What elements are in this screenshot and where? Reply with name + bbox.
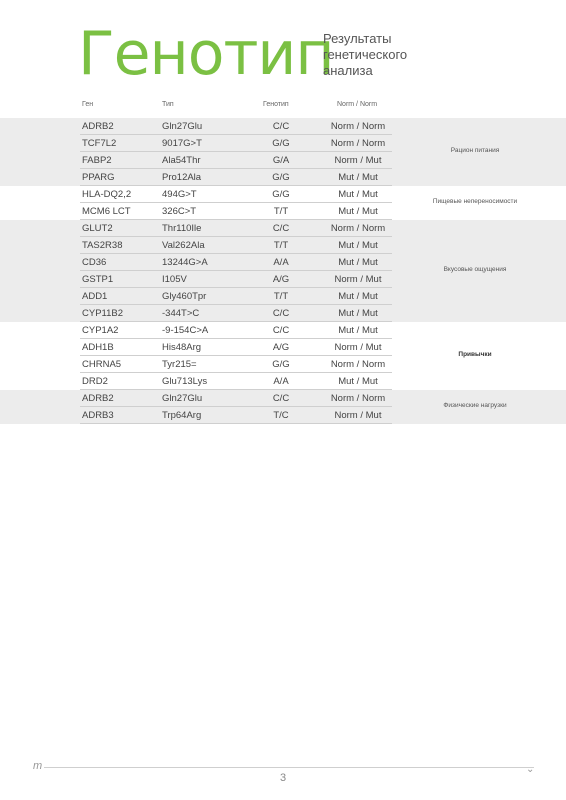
section-label: Вкусовые ощущения: [443, 266, 507, 273]
gene-cell: TCF7L2: [82, 138, 117, 149]
gene-cell: GLUT2: [82, 223, 113, 234]
type-cell: Tyr215=: [162, 359, 197, 370]
table-row: [0, 186, 566, 203]
section-label: Физические нагрузки: [443, 402, 507, 409]
type-cell: Glu713Lys: [162, 376, 208, 387]
result-cell: Norm / Norm: [330, 138, 386, 149]
gene-cell: GSTP1: [82, 274, 114, 285]
gene-cell: HLA-DQ2,2: [82, 189, 132, 200]
column-header-gene: Ген: [82, 101, 94, 108]
table-row: [0, 220, 566, 237]
table-row: [0, 118, 566, 135]
gene-cell: FABP2: [82, 155, 112, 166]
genotype-cell: A/A: [273, 257, 289, 268]
type-cell: Pro12Ala: [162, 172, 202, 183]
footer-divider: [44, 767, 534, 768]
column-header-type: Тип: [162, 101, 174, 108]
gene-cell: TAS2R38: [82, 240, 123, 251]
result-cell: Norm / Norm: [330, 359, 386, 370]
gene-cell: CYP11B2: [82, 308, 124, 319]
type-cell: Gly460Tpr: [162, 291, 207, 302]
gene-cell: ADH1B: [82, 342, 114, 353]
column-header-genotype: Генотип: [263, 101, 289, 108]
result-cell: Norm / Norm: [330, 223, 386, 234]
table-row: [0, 288, 566, 305]
gene-cell: ADRB2: [82, 121, 114, 132]
result-cell: Mut / Mut: [338, 189, 378, 200]
gene-cell: CHRNA5: [82, 359, 122, 370]
genotype-cell: G/A: [272, 155, 290, 166]
type-cell: I105V: [162, 274, 187, 285]
page-number: 3: [279, 772, 287, 784]
gene-cell: PPARG: [82, 172, 115, 183]
gene-cell: CD36: [82, 257, 107, 268]
result-cell: Norm / Norm: [330, 393, 386, 404]
result-cell: Mut / Mut: [338, 308, 378, 319]
result-cell: Mut / Mut: [338, 172, 378, 183]
column-header-result: Norm / Norm: [337, 101, 378, 108]
gene-cell: MCM6 LCT: [82, 206, 131, 217]
result-cell: Mut / Mut: [338, 291, 378, 302]
subtitle-line: Результаты: [323, 31, 392, 46]
gene-cell: CYP1A2: [82, 325, 119, 336]
table-row: [0, 305, 566, 322]
subtitle-line: анализа: [323, 63, 373, 78]
row-divider: [80, 423, 392, 424]
genotype-cell: C/C: [272, 393, 290, 404]
table-row: [0, 322, 566, 339]
genotype-cell: T/T: [273, 240, 289, 251]
result-cell: Mut / Mut: [338, 376, 378, 387]
genotype-cell: G/G: [272, 359, 290, 370]
type-cell: Thr110Ile: [162, 223, 202, 234]
type-cell: -9-154C>A: [162, 325, 209, 336]
page-subtitle: [323, 31, 433, 79]
result-cell: Norm / Mut: [334, 410, 382, 421]
footer-ornament-left: m: [33, 760, 43, 772]
type-cell: His48Arg: [162, 342, 202, 353]
result-cell: Norm / Norm: [330, 121, 386, 132]
table-row: [0, 390, 566, 407]
type-cell: 13244G>A: [162, 257, 208, 268]
genotype-cell: C/C: [272, 223, 290, 234]
genotype-cell: G/G: [272, 172, 290, 183]
genotype-cell: C/C: [272, 308, 290, 319]
result-cell: Mut / Mut: [338, 240, 378, 251]
gene-cell: ADRB2: [82, 393, 114, 404]
type-cell: 494G>T: [162, 189, 197, 200]
table-row: [0, 152, 566, 169]
genotype-cell: G/G: [272, 189, 290, 200]
genotype-cell: A/G: [272, 342, 290, 353]
result-cell: Norm / Mut: [334, 155, 382, 166]
section-label: Привычки: [458, 351, 492, 358]
gene-cell: ADRB3: [82, 410, 114, 421]
type-cell: Gln27Glu: [162, 121, 203, 132]
table-row: [0, 237, 566, 254]
table-row: [0, 254, 566, 271]
table-row: [0, 169, 566, 186]
genotype-cell: G/G: [272, 138, 290, 149]
type-cell: Gln27Glu: [162, 393, 203, 404]
genotype-cell: T/T: [273, 291, 289, 302]
subtitle-line: генетического: [323, 47, 408, 62]
table-row: [0, 407, 566, 424]
footer-ornament-right: ⌄: [526, 764, 535, 775]
table-row: [0, 356, 566, 373]
gene-cell: DRD2: [82, 376, 108, 387]
genotype-cell: A/A: [273, 376, 289, 387]
table-row: [0, 271, 566, 288]
type-cell: 326C>T: [162, 206, 197, 217]
result-cell: Mut / Mut: [338, 325, 378, 336]
table-row: [0, 135, 566, 152]
type-cell: Val262Ala: [162, 240, 205, 251]
genotype-cell: A/G: [272, 274, 290, 285]
table-row: [0, 339, 566, 356]
table-row: [0, 373, 566, 390]
type-cell: -344T>C: [162, 308, 200, 319]
table-row: [0, 203, 566, 220]
genotype-cell: T/C: [273, 410, 289, 421]
result-cell: Mut / Mut: [338, 206, 378, 217]
genotype-cell: C/C: [272, 121, 290, 132]
result-cell: Norm / Mut: [334, 274, 382, 285]
page-title: Генотип: [78, 19, 334, 89]
type-cell: Ala54Thr: [162, 155, 201, 166]
type-cell: 9017G>T: [162, 138, 202, 149]
type-cell: Trp64Arg: [162, 410, 202, 421]
result-cell: Norm / Mut: [334, 342, 382, 353]
section-label: Рацион питания: [450, 147, 500, 154]
section-label: Пищевые непереносимости: [432, 198, 518, 205]
genotype-cell: C/C: [272, 325, 290, 336]
result-cell: Mut / Mut: [338, 257, 378, 268]
gene-cell: ADD1: [82, 291, 108, 302]
genotype-cell: T/T: [273, 206, 289, 217]
